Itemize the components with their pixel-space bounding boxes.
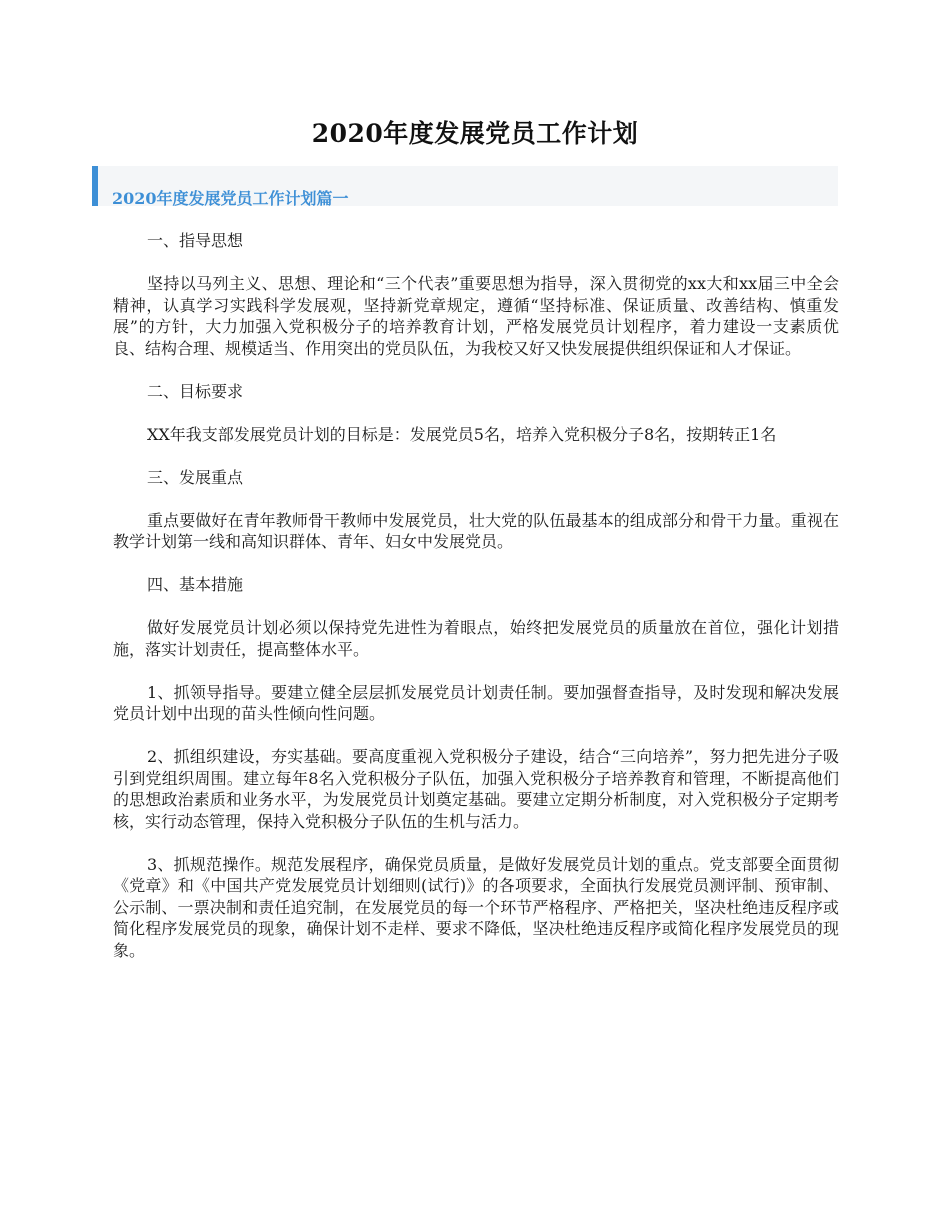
paragraph-body: 重点要做好在青年教师骨干教师中发展党员，壮大党的队伍最基本的组成部分和骨干力量。重视在教学计划第一线和高知识群体、青年、妇女中发展党员。 xyxy=(113,510,839,551)
paragraph-heading-goals: 二、目标要求 xyxy=(147,381,244,401)
section-accent-bar xyxy=(92,166,98,206)
paragraph-body: 2、抓组织建设，夯实基础。要高度重视入党积极分子建设，结合“三向培养”，努力把先进分子吸引到党组织周围。建立每年8名入党积极分子队伍，加强入党积极分子培养教育和管理，不断提高他们的思想政治素质和业务水平，为发展党员计划奠定基础。要建立定期分析制度，对入党积极分子定期考核，实行动态管理，保持入党积极分子队伍的生机与活力。 xyxy=(113,747,839,831)
paragraph-heading-focus: 三、发展重点 xyxy=(147,467,244,487)
document-body xyxy=(113,230,839,983)
paragraph-body: 1、抓领导指导。要建立健全层层抓发展党员计划责任制。要加强督查指导，及时发现和解决发展党员计划中出现的苗头性倾向性问题。 xyxy=(113,682,839,723)
paragraph-body: XX年我支部发展党员计划的目标是：发展党员5名，培养入党积极分子8名，按期转正1名 xyxy=(147,424,777,444)
paragraph-heading-guiding-ideology: 一、指导思想 xyxy=(147,231,244,250)
paragraph-heading-measures: 四、基本措施 xyxy=(147,575,244,594)
paragraph-body: 3、抓规范操作。规范发展程序，确保党员质量，是做好发展党员计划的重点。党支部要全面贯彻《党章》和《中国共产党发展党员计划细则(试行)》的各项要求，全面执行发展党员测评制、预审制、公示制、一票决制和责任追究制，在发展党员的每一个环节严格程序、严格把关，坚决杜绝违反程序或简化程序发展党员的现象，确保计划不走样、要求不降低，坚决杜绝违反程序或简化程序发展党员的现象。 xyxy=(113,854,839,960)
document-title: 2020年度发展党员工作计划 xyxy=(311,119,639,148)
paragraph-body: 坚持以马列主义、思想、理论和“三个代表”重要思想为指导，深入贯彻党的xx大和xx届三中全会精神，认真学习实践科学发展观，坚持新党章规定，遵循“坚持标准、保证质量、改善结构、慎重发展”的方针，大力加强入党积极分子的培养教育计划，严格发展党员计划程序，着力建设一支素质优良、结构合理、规模适当、作用突出的党员队伍，为我校又好又快发展提供组织保证和人才保证。 xyxy=(113,274,839,358)
section-header xyxy=(92,166,838,206)
paragraph-body: 做好发展党员计划必须以保持党先进性为着眼点，始终把发展党员的质量放在首位，强化计划措施，落实计划责任，提高整体水平。 xyxy=(113,618,839,659)
section-title: 2020年度发展党员工作计划篇一 xyxy=(112,189,349,208)
